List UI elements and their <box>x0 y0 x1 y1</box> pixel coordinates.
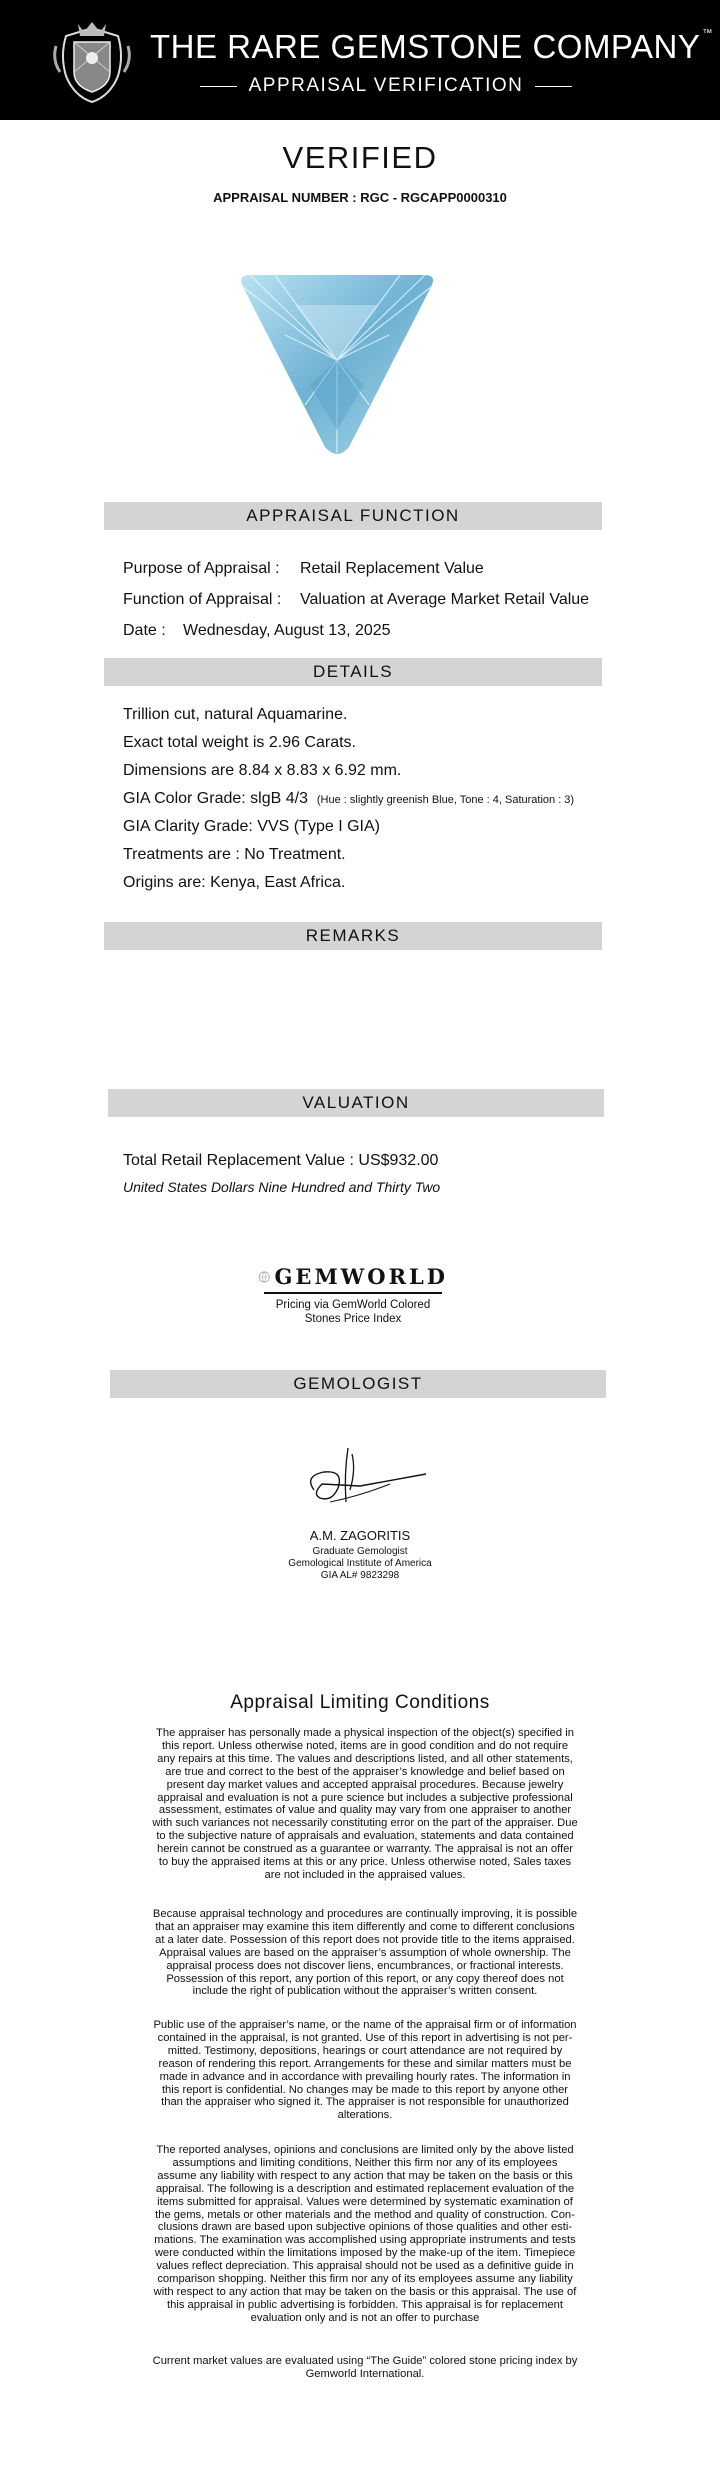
details-dimensions: Dimensions are 8.84 x 8.83 x 6.92 mm. <box>123 762 402 779</box>
conditions-line: this report. Unless otherwise noted, items are in good condition and do not require <box>161 1739 569 1752</box>
conditions-line: Because appraisal technology and procedures are continually improving, it is possible <box>152 1908 578 1920</box>
appraisal-verification-subtitle: APPRAISAL VERIFICATION <box>200 74 572 98</box>
valuation-header: VALUATION <box>108 1089 604 1117</box>
gemworld-logo <box>258 1264 448 1334</box>
gemologist-signature <box>300 1440 440 1520</box>
value-in-words: United States Dollars Nine Hundred and Thirty Two <box>123 1179 441 1195</box>
conditions-line: are not included in the appraised values. <box>264 1868 466 1881</box>
conditions-line: this appraisal in public advertising is forbidden. This appraisal is for replacement <box>167 2298 563 2311</box>
conditions-line: Possession of this report, any portion of this report, or any copy thereof does not <box>166 1972 564 1985</box>
conditions-line: mitted. Testimony, depositions, hearings or court attendance are not required by <box>167 2044 563 2057</box>
conditions-line: Gemworld International. <box>305 2367 425 2380</box>
details-clarity: GIA Clarity Grade: VVS (Type I GIA) <box>123 818 380 835</box>
conditions-paragraph-2 <box>110 1908 620 1998</box>
conditions-line: than the appraiser who signed it. The appraiser is not responsible for unauthorized <box>161 2096 569 2109</box>
conditions-line: include the right of publication without the appraiser’s written consent. <box>192 1985 538 1998</box>
conditions-paragraph-1 <box>110 1727 620 1882</box>
details-header: DETAILS <box>104 658 602 686</box>
conditions-line: evaluation only and is not an offer to purchase <box>250 2311 480 2324</box>
conditions-line: are true and correct to the best of the appraiser’s knowledge and belief based on <box>165 1765 565 1778</box>
conditions-line: the gems, metals or other materials and the method and quality of construction. Con- <box>155 2208 575 2221</box>
conditions-line: to the subjective nature of appraisals and evaluation, statements and data contained <box>156 1830 574 1843</box>
lion-crest-icon <box>52 16 132 104</box>
details-treatments: Treatments are : No Treatment. <box>123 846 346 863</box>
conditions-line: appraisal process does not discover liens, encumbrances, or fractional interests. <box>166 1959 564 1972</box>
gemologist-header: GEMOLOGIST <box>110 1370 606 1398</box>
conditions-line: Appraisal values are based on the appraiser’s assumption of whole ownership. The <box>159 1946 571 1959</box>
conditions-line: with respect to any action that may be taken on the basis or this appraisal. The use of <box>153 2285 577 2298</box>
conditions-line: contained in the appraisal, is not granted. Use of this report in advertising is not per- <box>157 2031 573 2044</box>
conditions-line: comparison shopping. Neither this firm nor any of its employees assume any liability <box>157 2273 573 2286</box>
conditions-line: that an appraiser may examine this item differently and come to different conclusions <box>155 1920 575 1933</box>
conditions-line: assessment, estimates of value and quality may vary from one appraiser to another <box>158 1804 572 1817</box>
function-row: Function of Appraisal : Valuation at Average Market Retail Value <box>123 591 590 608</box>
details-origins: Origins are: Kenya, East Africa. <box>123 874 346 891</box>
conditions-line: were conducted within the limitations imposed by the make-up of the item. Timepiece <box>154 2247 576 2260</box>
gemworld-emblem-icon <box>258 1266 271 1288</box>
conditions-line: present day market values and accepted appraisal procedures. Because jewelry <box>166 1778 564 1791</box>
gemworld-wordmark: GEMWORLD <box>274 1264 448 1289</box>
conditions-paragraph-5 <box>110 2355 620 2381</box>
conditions-paragraph-3 <box>110 2019 620 2122</box>
conditions-line: to buy the appraised items at this or any price. Unless otherwise noted, Sales taxes <box>158 1856 572 1869</box>
gemologist-license: GIA AL# 9823298 <box>320 1570 400 1581</box>
conditions-line: at a later date. Possession of this report does not provide title to the items appraised. <box>155 1933 575 1946</box>
conditions-line: The reported analyses, opinions and conclusions are limited only by the above listed <box>156 2144 574 2156</box>
gemologist-institute: Gemological Institute of America <box>288 1558 432 1569</box>
total-retail-value: Total Retail Replacement Value : US$932.00 <box>123 1152 439 1169</box>
conditions-line: reason of rendering this report. Arrangements for these and similar matters must be <box>158 2057 572 2070</box>
conditions-line: clusions drawn are based upon subjective opinions of those qualities and other esti- <box>157 2221 573 2234</box>
details-color-grade: GIA Color Grade: slgB 4/3 (Hue : slightly greenish Blue, Tone : 4, Saturation : 3) <box>123 790 575 807</box>
conditions-line: assumptions and limiting conditions, Neither this firm nor any of its employees <box>172 2156 558 2169</box>
conditions-line: any repairs at this time. The values and descriptions listed, and all other statements, <box>157 1752 573 1765</box>
conditions-line: appraisal. The following is a description and estimated replacement evaluation of the <box>155 2182 575 2195</box>
header-banner <box>0 0 720 120</box>
limiting-conditions-title: Appraisal Limiting Conditions <box>230 1692 490 1713</box>
verified-status: VERIFIED <box>282 140 438 175</box>
details-weight: Exact total weight is 2.96 Carats. <box>123 734 356 751</box>
gemologist-name: A.M. ZAGORITIS <box>309 1528 411 1543</box>
appraisal-function-header: APPRAISAL FUNCTION <box>104 502 602 530</box>
company-name: THE RARE GEMSTONE COMPANY ™ <box>150 28 713 65</box>
conditions-line: The appraiser has personally made a physical inspection of the object(s) specified in <box>156 1727 574 1739</box>
conditions-line: appraisal and evaluation is not a pure science but includes a subjective professional <box>157 1791 573 1804</box>
purpose-row: Purpose of Appraisal : Retail Replacement Value <box>123 560 484 577</box>
gemworld-caption-2: Stones Price Index <box>304 1313 402 1325</box>
conditions-line: herein cannot be construed as a guarantee or warranty. The appraisal is not an offer <box>156 1843 574 1856</box>
conditions-line: Current market values are evaluated using “The Guide” colored stone pricing index by <box>152 2355 578 2367</box>
gemworld-caption-1: Pricing via GemWorld Colored <box>275 1299 431 1311</box>
conditions-line: values reflect depreciation. This appraisal should not be used as a definitive guide in <box>156 2260 574 2273</box>
appraisal-number: APPRAISAL NUMBER : RGC - RGCAPP0000310 <box>213 190 507 205</box>
conditions-line: this report is confidential. No changes may be made to this report by anyone other <box>161 2083 569 2096</box>
conditions-line: with such variances not necessarily constituting error on the part of the appraiser. Due <box>152 1817 578 1830</box>
conditions-line: mations. The examination was accomplished using appropriate instruments and tests <box>154 2234 576 2247</box>
conditions-line: alterations. <box>337 2109 393 2122</box>
conditions-line: made in advance and in accordance with prevailing hourly rates. The information in <box>159 2070 571 2083</box>
gemologist-title: Graduate Gemologist <box>312 1546 408 1557</box>
conditions-line: items submitted for appraisal. Values were determined by systematic examination of <box>157 2195 573 2208</box>
details-cut: Trillion cut, natural Aquamarine. <box>123 706 348 723</box>
trillion-aquamarine-image <box>125 265 550 465</box>
date-row: Date : Wednesday, August 13, 2025 <box>123 622 391 639</box>
remarks-header: REMARKS <box>104 922 602 950</box>
conditions-paragraph-4 <box>110 2144 620 2325</box>
conditions-line: assume any liability with respect to any action that may be taken on the basis or this <box>157 2169 573 2182</box>
conditions-line: Public use of the appraiser’s name, or the name of the appraisal firm or of information <box>153 2019 577 2031</box>
